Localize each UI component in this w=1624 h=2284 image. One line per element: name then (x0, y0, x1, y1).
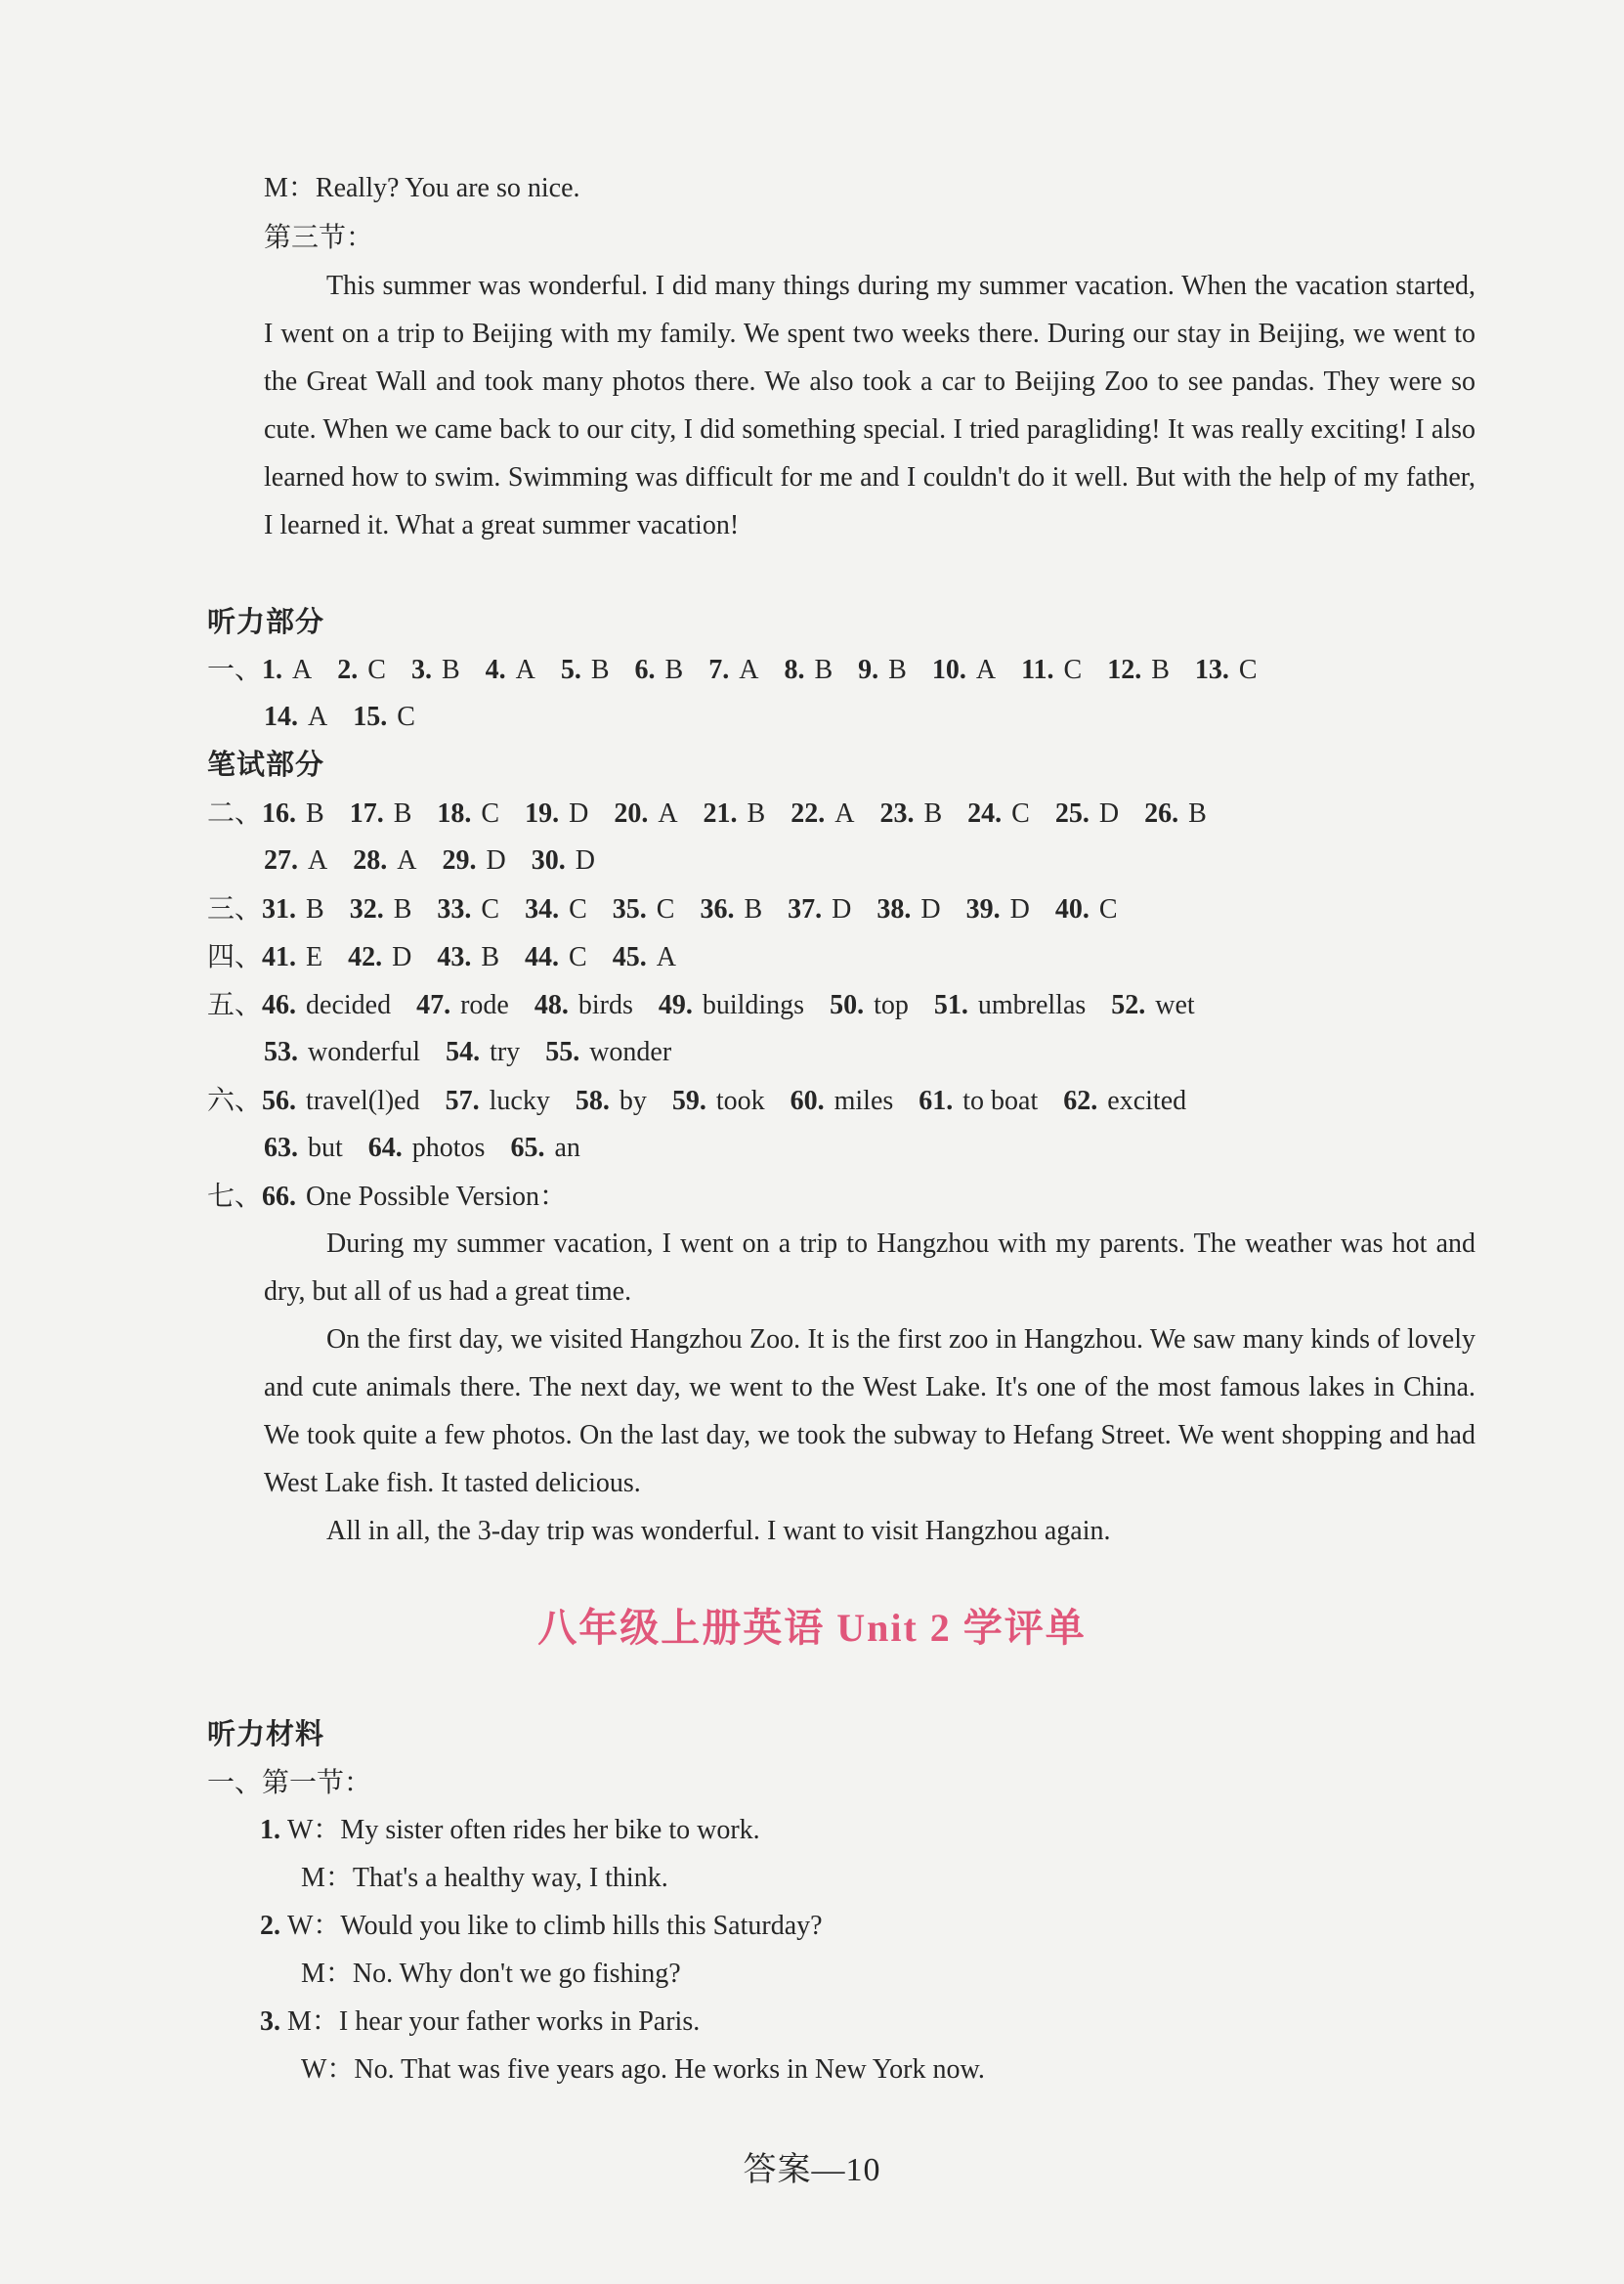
answer-item (708, 646, 758, 694)
answer-item (635, 646, 684, 694)
answer-item (264, 1028, 420, 1076)
dialogue-line: M：I hear your father works in Paris. (287, 2006, 701, 2037)
answer-value: E (306, 942, 323, 972)
answer-number: 6. (634, 655, 656, 685)
answer-number: 49. (658, 990, 693, 1020)
answers-section-5 (207, 980, 1220, 1029)
answer-value: B (441, 655, 460, 685)
answer-value: umbrellas (977, 990, 1087, 1020)
answer-value: A (656, 942, 676, 972)
section-label: 七、 (207, 1180, 263, 1212)
answer-number: 31. (262, 894, 297, 925)
dialogue-line: W：Would you like to climb hills this Saturday? (287, 1911, 823, 1941)
answer-value: B (747, 798, 766, 829)
listening-part-heading: 听力部分 (207, 605, 325, 638)
answer-item (510, 1124, 579, 1172)
answer-number: 28. (353, 845, 388, 876)
answer-value: birds (577, 990, 633, 1020)
answer-value: to boat (962, 1086, 1039, 1116)
answer-number: 41. (262, 942, 297, 972)
answer-number: 7. (708, 655, 730, 685)
summer-vacation-paragraph: This summer was wonderful. I did many things during my summer vacation. When the vacation started, I went on a trip to Beijing with my family. We spent two weeks there. During our stay in Beijing, we went to the Great Wall and took many photos there. We also took a car to Beijing Zoo to see pandas. They were so cute. When we came back to our city, I did something special. I tried paragliding! It was really exciting! I also learned how to swim. Swimming was difficult for me and I couldn't do it well. But with the help of my father, I learned it. What a great summer vacation! (264, 271, 1475, 540)
listening-materials-heading: 听力材料 (207, 1717, 325, 1750)
answer-value: C (397, 702, 415, 732)
answer-value: C (367, 655, 386, 685)
answer-item (262, 790, 324, 838)
answer-item (1107, 646, 1170, 694)
answer-item (934, 981, 1086, 1029)
writing-paragraph-1: During my summer vacation, I went on a trip to Hangzhou with my parents. The weather was hot and dry, but all of us had a great time. (264, 1228, 1475, 1307)
answer-number: 45. (612, 942, 647, 972)
answer-number: 34. (525, 894, 560, 925)
answer-number: 23. (879, 798, 915, 829)
answer-number: 60. (790, 1086, 825, 1116)
section-3-label: 第三节： (264, 221, 374, 253)
answer-value: B (306, 894, 324, 925)
answer-number: 21. (703, 798, 738, 829)
answer-item (1063, 1077, 1186, 1125)
answers-section-2 (207, 789, 1232, 838)
answer-item (1144, 790, 1207, 838)
answer-value: top (874, 990, 909, 1020)
answer-value: C (569, 894, 587, 925)
answer-number: 53. (264, 1037, 298, 1067)
answer-item (876, 885, 940, 933)
answer-item (350, 885, 412, 933)
answer-value: B (888, 655, 907, 685)
answer-item (919, 1077, 1038, 1125)
answer-value: C (1011, 798, 1030, 829)
section-label: 四、 (207, 940, 263, 972)
answer-value: D (486, 845, 506, 876)
answer-item (532, 837, 595, 884)
answer-value: D (392, 942, 412, 972)
answer-number: 65. (510, 1133, 545, 1163)
answer-value: photos (411, 1133, 486, 1163)
answer-number: 9. (858, 655, 879, 685)
answer-item (353, 837, 416, 884)
answer-number: 35. (612, 894, 647, 925)
answer-item (534, 981, 633, 1029)
answer-number: 62. (1063, 1086, 1098, 1116)
answer-value: A (658, 798, 678, 829)
answer-number: 2. (337, 655, 359, 685)
answer-number: 20. (614, 798, 649, 829)
answer-item (1021, 646, 1082, 694)
answer-number: 3. (410, 655, 432, 685)
answer-value: B (664, 655, 684, 685)
answers-section-6 (207, 1076, 1212, 1125)
answer-number: 57. (445, 1086, 480, 1116)
answer-item (264, 693, 327, 741)
answer-item (353, 693, 415, 741)
answer-number: 51. (933, 990, 968, 1020)
answer-number: 26. (1144, 798, 1179, 829)
writing-paragraph-3: All in all, the 3-day trip was wonderful. I want to visit Hangzhou again. (326, 1516, 1111, 1546)
section-label: 一、 (207, 653, 263, 685)
dialogue-number: 1. (260, 1815, 280, 1845)
answer-number: 14. (264, 702, 298, 732)
answer-item (1055, 790, 1119, 838)
answer-number: 39. (965, 894, 1001, 925)
answer-number: 54. (446, 1037, 481, 1067)
answer-value: B (1151, 655, 1170, 685)
answer-item (788, 885, 851, 933)
dialogue-1 (260, 1806, 760, 1854)
answer-value: B (393, 894, 412, 925)
answer-value: D (832, 894, 852, 925)
answer-number: 63. (264, 1133, 298, 1163)
answer-value: B (590, 655, 610, 685)
answer-value: decided (306, 990, 392, 1020)
answer-number: 44. (525, 942, 560, 972)
answers-section-7 (207, 1172, 592, 1221)
answer-value: C (656, 894, 675, 925)
answer-value: buildings (702, 990, 805, 1020)
answer-value: D (575, 845, 595, 876)
answer-number: 33. (437, 894, 472, 925)
answer-item (561, 646, 610, 694)
answers-section-2-row-2 (264, 837, 620, 884)
answer-value: D (1098, 798, 1120, 829)
answer-value: wonderful (308, 1037, 421, 1067)
answer-number: 40. (1054, 894, 1090, 925)
answer-number: 19. (525, 798, 560, 829)
section-label: 六、 (207, 1084, 263, 1116)
answer-number: 47. (416, 990, 451, 1020)
answer-number: 66. (262, 1182, 297, 1212)
answer-item (932, 646, 996, 694)
answer-value: A (308, 845, 328, 876)
materials-section-1-label: 一、第一节： (207, 1766, 372, 1798)
answer-item (659, 981, 804, 1029)
answer-item (1111, 981, 1194, 1029)
answer-number: 43. (437, 942, 472, 972)
answer-item (791, 790, 854, 838)
answer-number: 12. (1107, 655, 1142, 685)
answer-item (879, 790, 942, 838)
answer-item (262, 646, 312, 694)
answer-number: 52. (1111, 990, 1146, 1020)
answer-value: C (1238, 655, 1258, 685)
answer-number: 38. (876, 894, 912, 925)
answer-number: 61. (919, 1086, 954, 1116)
answer-number: 32. (349, 894, 384, 925)
answer-value: B (1188, 798, 1207, 829)
writing-paragraph-2: On the first day, we visited Hangzhou Zoo. It is the first zoo in Hangzhou. We saw many kinds of lovely and cute animals there. The next day, we went to the West Lake. It's one of the most famous lakes in China. We took quite a few photos. On the last day, we took the subway to Hefang Street. We went shopping and had West Lake fish. It tasted delicious. (264, 1324, 1475, 1498)
answer-item (613, 933, 676, 981)
answer-item (486, 646, 535, 694)
answer-number: 22. (791, 798, 826, 829)
answer-item (264, 1124, 343, 1172)
answers-section-5-row-2 (264, 1028, 697, 1076)
answer-item (966, 885, 1030, 933)
answer-value: A (292, 655, 313, 685)
answer-number: 64. (367, 1133, 403, 1163)
answer-value: wonder (589, 1037, 672, 1067)
answer-value: C (1063, 655, 1083, 685)
answer-number: 10. (931, 655, 966, 685)
answer-item (411, 646, 460, 694)
answer-item (437, 790, 499, 838)
answer-value: an (554, 1133, 580, 1163)
answer-value: excited (1107, 1086, 1187, 1116)
answer-item (262, 933, 322, 981)
dialogue-line: W：My sister often rides her bike to work. (287, 1815, 760, 1845)
answer-number: 37. (788, 894, 823, 925)
answer-item (262, 1077, 420, 1125)
answer-item (264, 837, 327, 884)
answer-number: 50. (830, 990, 865, 1020)
answer-number: 30. (531, 845, 566, 876)
answer-number: 27. (264, 845, 298, 876)
answer-value: A (515, 655, 535, 685)
answers-section-1-row-2 (264, 693, 441, 741)
answer-number: 15. (353, 702, 388, 732)
answer-item (262, 981, 391, 1029)
answer-number: 58. (575, 1086, 610, 1116)
answer-value: A (739, 655, 759, 685)
dialogue-number: 2. (260, 1911, 280, 1941)
answer-number: 11. (1021, 655, 1054, 685)
answer-value: D (920, 894, 941, 925)
answer-value: B (814, 655, 833, 685)
dialogue-number: 3. (260, 2006, 280, 2037)
answer-number: 18. (437, 798, 472, 829)
answer-item (446, 1077, 550, 1125)
written-part-heading: 笔试部分 (207, 748, 325, 781)
answer-number: 42. (348, 942, 383, 972)
answer-value: B (744, 894, 763, 925)
answers-section-4 (207, 932, 702, 981)
answer-item (1055, 885, 1118, 933)
answer-value: but (308, 1133, 343, 1163)
answer-number: 25. (1054, 798, 1090, 829)
answer-value: B (923, 798, 943, 829)
writing-intro: One Possible Version： (306, 1182, 568, 1212)
dialogue-3 (260, 1998, 700, 2046)
answer-value: A (308, 702, 328, 732)
answer-number: 17. (349, 798, 384, 829)
answer-number: 56. (262, 1086, 297, 1116)
answer-item (416, 981, 509, 1029)
answer-value: try (490, 1037, 521, 1067)
answer-value: travel(l)ed (306, 1086, 420, 1116)
answers-section-6-row-2 (264, 1124, 606, 1172)
dialogue-1-reply: M：That's a healthy way, I think. (301, 1863, 668, 1893)
answer-item (437, 933, 499, 981)
answer-value: C (481, 894, 500, 925)
answer-item (791, 1077, 894, 1125)
answer-value: A (834, 798, 855, 829)
answer-value: lucky (489, 1086, 550, 1116)
answer-number: 5. (560, 655, 581, 685)
answer-number: 46. (262, 990, 297, 1020)
answer-item (525, 933, 587, 981)
answer-number: 8. (784, 655, 805, 685)
answer-item (858, 646, 907, 694)
answer-item (784, 646, 833, 694)
section-label: 五、 (207, 988, 263, 1020)
answer-number: 55. (545, 1037, 580, 1067)
answers-section-3 (207, 884, 1143, 933)
answer-item (262, 885, 324, 933)
answer-item (348, 933, 411, 981)
answer-item (1195, 646, 1258, 694)
answer-value: A (397, 845, 417, 876)
answer-value: wet (1155, 990, 1195, 1020)
section-label: 三、 (207, 892, 263, 925)
answer-value: miles (833, 1086, 894, 1116)
answer-item (442, 837, 505, 884)
answer-number: 13. (1194, 655, 1229, 685)
answer-number: 36. (700, 894, 735, 925)
answer-value: B (306, 798, 324, 829)
answer-item (704, 790, 766, 838)
answer-item (613, 885, 675, 933)
section-label: 二、 (207, 797, 263, 829)
dialogue-3-reply: W：No. That was five years ago. He works in New York now. (301, 2054, 985, 2085)
answer-item (368, 1124, 486, 1172)
answer-item (830, 981, 909, 1029)
answer-item (525, 885, 587, 933)
dialogue-2-reply: M：No. Why don't we go fishing? (301, 1959, 681, 1989)
answer-value: A (975, 655, 997, 685)
answer-value: D (569, 798, 589, 829)
answer-number: 29. (442, 845, 477, 876)
unit-title: 八年级上册英语 Unit 2 学评单 (537, 1606, 1087, 1650)
dialogue-line-m: M：Really? You are so nice. (264, 173, 580, 203)
answer-item (350, 790, 412, 838)
answer-value: C (569, 942, 587, 972)
answer-number: 24. (967, 798, 1003, 829)
answer-value: took (715, 1086, 765, 1116)
answer-item (672, 1077, 765, 1125)
answers-section-1 (207, 645, 1283, 694)
answer-value: C (481, 798, 500, 829)
answer-item (614, 790, 677, 838)
answer-value: C (1098, 894, 1118, 925)
answer-value: by (619, 1086, 647, 1116)
answer-item (576, 1077, 647, 1125)
answer-item (337, 646, 386, 694)
answer-number: 48. (534, 990, 569, 1020)
answer-number: 59. (671, 1086, 706, 1116)
answer-value: rode (460, 990, 509, 1020)
answer-value: D (1009, 894, 1030, 925)
answer-value: B (481, 942, 500, 972)
answer-item (525, 790, 588, 838)
answer-item (967, 790, 1030, 838)
answer-item (545, 1028, 671, 1076)
answer-item (446, 1028, 520, 1076)
dialogue-2 (260, 1902, 823, 1950)
page-footer: 答案—10 (743, 2152, 881, 2188)
answer-value: B (393, 798, 412, 829)
answer-number: 1. (262, 655, 283, 685)
answer-item (700, 885, 762, 933)
answer-item (437, 885, 499, 933)
answer-number: 4. (485, 655, 506, 685)
answer-number: 16. (262, 798, 297, 829)
